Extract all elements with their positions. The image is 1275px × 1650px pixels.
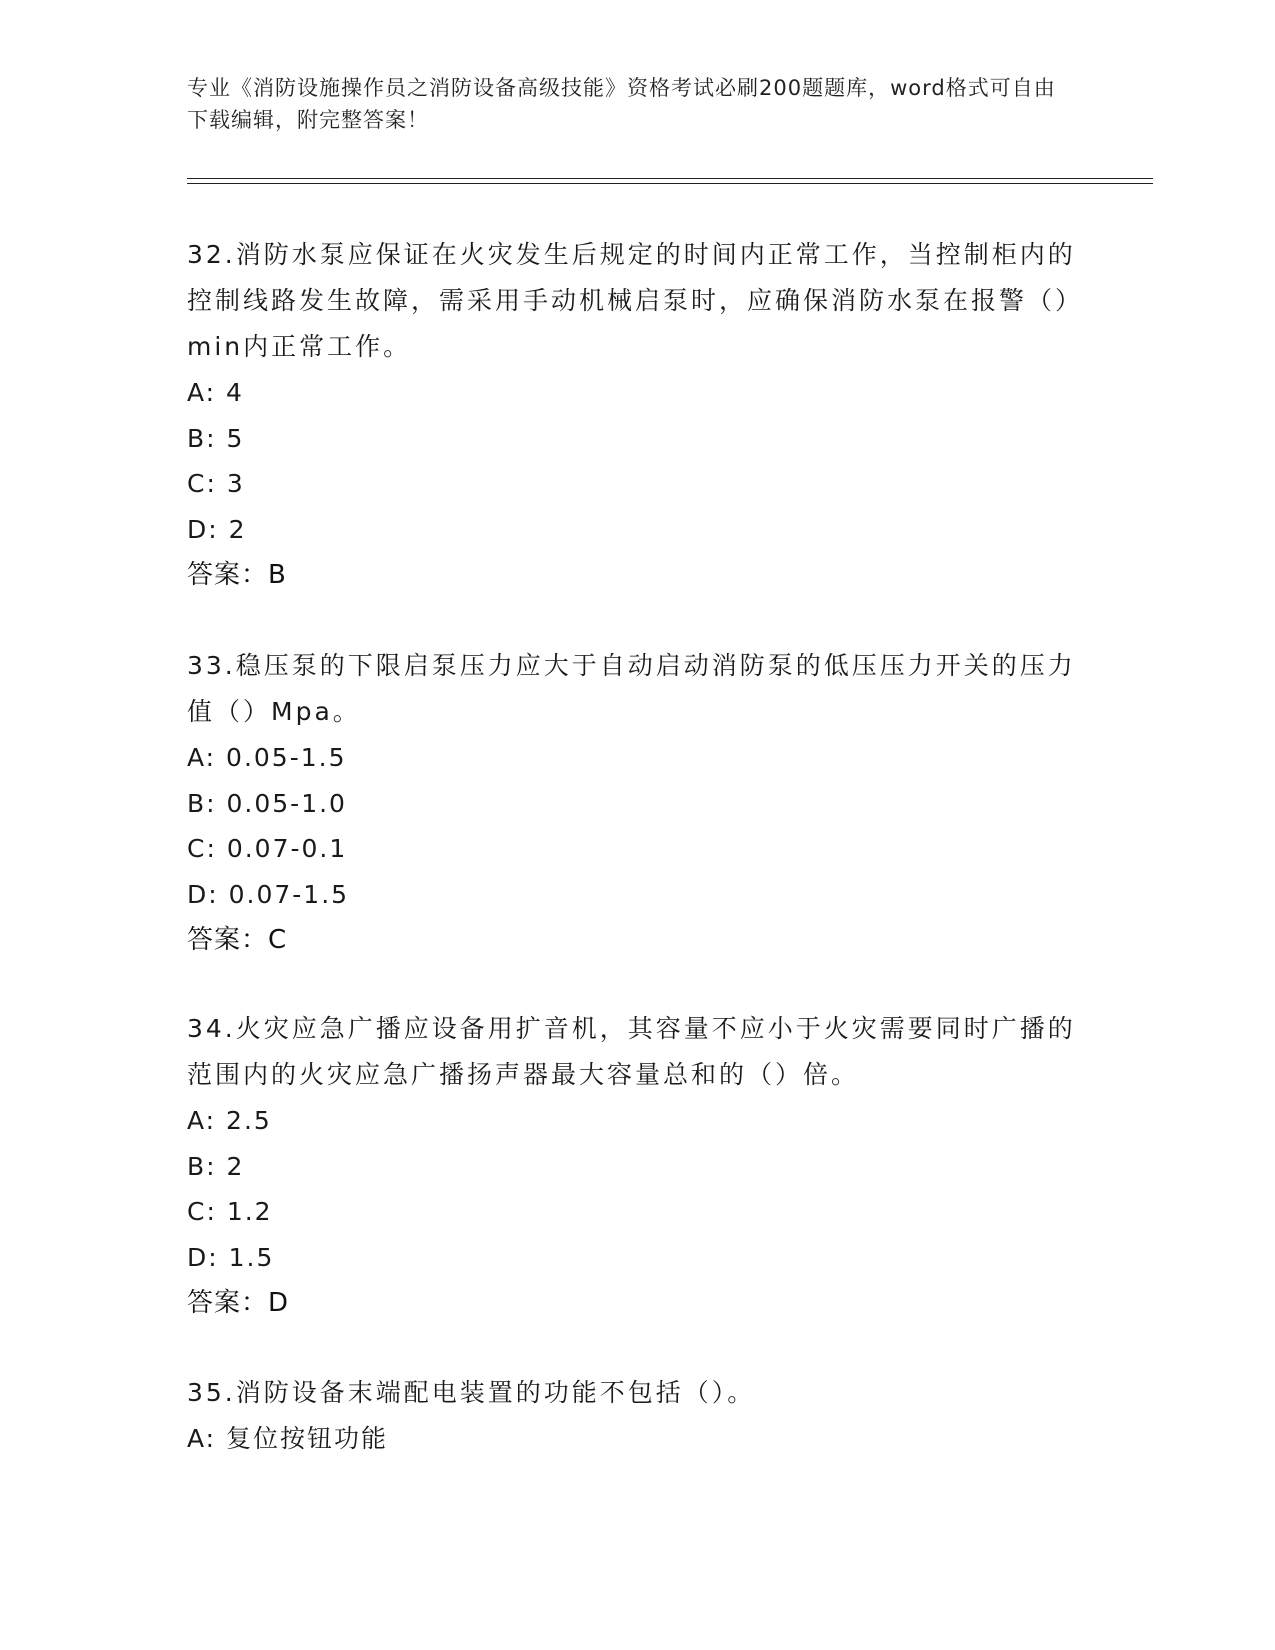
option-a: A: 0.05-1.5 [187, 743, 347, 772]
option-c: C: 3 [187, 469, 245, 498]
question-35 [187, 1370, 1077, 1462]
question-stem: 32.消防水泵应保证在火灾发生后规定的时间内正常工作，当控制柜内的控制线路发生故障，需采用手动机械启泵时，应确保消防水泵在报警（）min内正常工作。 [187, 240, 1076, 361]
question-32 [187, 232, 1077, 598]
option-d: D: 2 [187, 514, 247, 544]
option-a: A: 复位按钮功能 [187, 1424, 389, 1453]
answer-line: 答案：C [187, 925, 288, 955]
option-d: D: 0.07-1.5 [187, 879, 350, 909]
option-b: B: 2 [187, 1151, 245, 1181]
question-34 [187, 1006, 1077, 1326]
answer-line: 答案：B [187, 560, 287, 590]
answer-line: 答案：D [187, 1288, 290, 1318]
question-stem: 34.火灾应急广播应设备用扩音机，其容量不应小于火灾需要同时广播的范围内的火灾应急广播扬声器最大容量总和的（）倍。 [187, 1014, 1076, 1089]
header-divider-top [187, 178, 1153, 179]
option-c: C: 0.07-0.1 [187, 834, 348, 863]
option-b: B: 0.05-1.0 [187, 788, 347, 818]
option-d: D: 1.5 [187, 1242, 275, 1272]
header-divider-bottom [187, 183, 1153, 184]
question-stem: 33.稳压泵的下限启泵压力应大于自动启动消防泵的低压压力开关的压力值（）Mpa。 [187, 651, 1076, 726]
option-b: B: 5 [187, 423, 245, 453]
option-a: A: 2.5 [187, 1106, 272, 1135]
question-33 [187, 643, 1077, 963]
option-a: A: 4 [187, 378, 244, 407]
option-c: C: 1.2 [187, 1197, 273, 1226]
question-stem: 35.消防设备末端配电装置的功能不包括（）。 [187, 1378, 756, 1407]
document-header: 专业《消防设施操作员之消防设备高级技能》资格考试必刷200题题库，word格式可自由下载编辑，附完整答案！ [187, 76, 1056, 132]
